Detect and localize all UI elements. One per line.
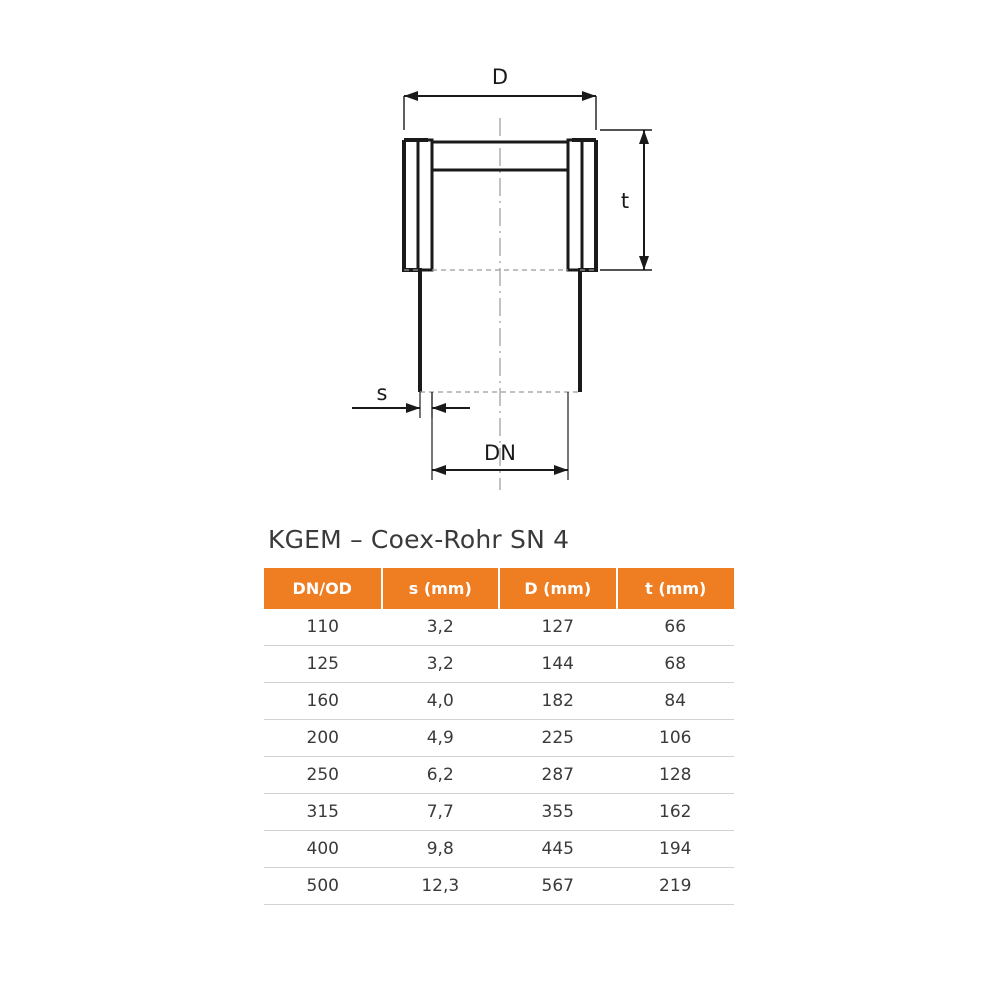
- cell-d: 127: [499, 609, 617, 646]
- cell-t: 68: [617, 646, 735, 683]
- dimension-s-label: s: [376, 381, 388, 405]
- column-header-s: s (mm): [382, 568, 500, 609]
- cell-s: 6,2: [382, 757, 500, 794]
- specification-table: [264, 568, 734, 905]
- dimension-d-label: D: [491, 65, 509, 89]
- cell-t: 128: [617, 757, 735, 794]
- cell-s: 3,2: [382, 609, 500, 646]
- cell-s: 12,3: [382, 868, 500, 905]
- cell-d: 445: [499, 831, 617, 868]
- cell-dn-od: 160: [264, 683, 382, 720]
- column-header-d: D (mm): [499, 568, 617, 609]
- cell-t: 162: [617, 794, 735, 831]
- table-title: KGEM – Coex-Rohr SN 4: [268, 525, 570, 554]
- table-row: [264, 868, 734, 905]
- cell-t: 219: [617, 868, 735, 905]
- cell-d: 567: [499, 868, 617, 905]
- cell-s: 3,2: [382, 646, 500, 683]
- dimension-s: [352, 381, 470, 418]
- cell-t: 194: [617, 831, 735, 868]
- cell-dn-od: 500: [264, 868, 382, 905]
- table-row: [264, 757, 734, 794]
- cell-s: 4,0: [382, 683, 500, 720]
- dimension-dn-label: DN: [484, 441, 516, 465]
- table-row: [264, 794, 734, 831]
- cell-s: 7,7: [382, 794, 500, 831]
- dimension-t: [600, 130, 652, 270]
- cell-s: 4,9: [382, 720, 500, 757]
- column-header-dn-od: DN/OD: [264, 568, 382, 609]
- cell-t: 106: [617, 720, 735, 757]
- cell-t: 84: [617, 683, 735, 720]
- cell-d: 225: [499, 720, 617, 757]
- cell-d: 355: [499, 794, 617, 831]
- cell-s: 9,8: [382, 831, 500, 868]
- table-row: [264, 609, 734, 646]
- table-header-row: [264, 568, 734, 609]
- cell-dn-od: 250: [264, 757, 382, 794]
- table-row: [264, 831, 734, 868]
- cell-dn-od: 400: [264, 831, 382, 868]
- column-header-t: t (mm): [617, 568, 735, 609]
- cell-dn-od: 125: [264, 646, 382, 683]
- spec-table-block: [264, 525, 734, 905]
- cell-dn-od: 110: [264, 609, 382, 646]
- cell-d: 144: [499, 646, 617, 683]
- table-row: [264, 720, 734, 757]
- table-row: [264, 683, 734, 720]
- table-row: [264, 646, 734, 683]
- cell-dn-od: 315: [264, 794, 382, 831]
- dimension-t-label: t: [620, 189, 630, 213]
- cell-d: 287: [499, 757, 617, 794]
- cell-dn-od: 200: [264, 720, 382, 757]
- cell-d: 182: [499, 683, 617, 720]
- cell-t: 66: [617, 609, 735, 646]
